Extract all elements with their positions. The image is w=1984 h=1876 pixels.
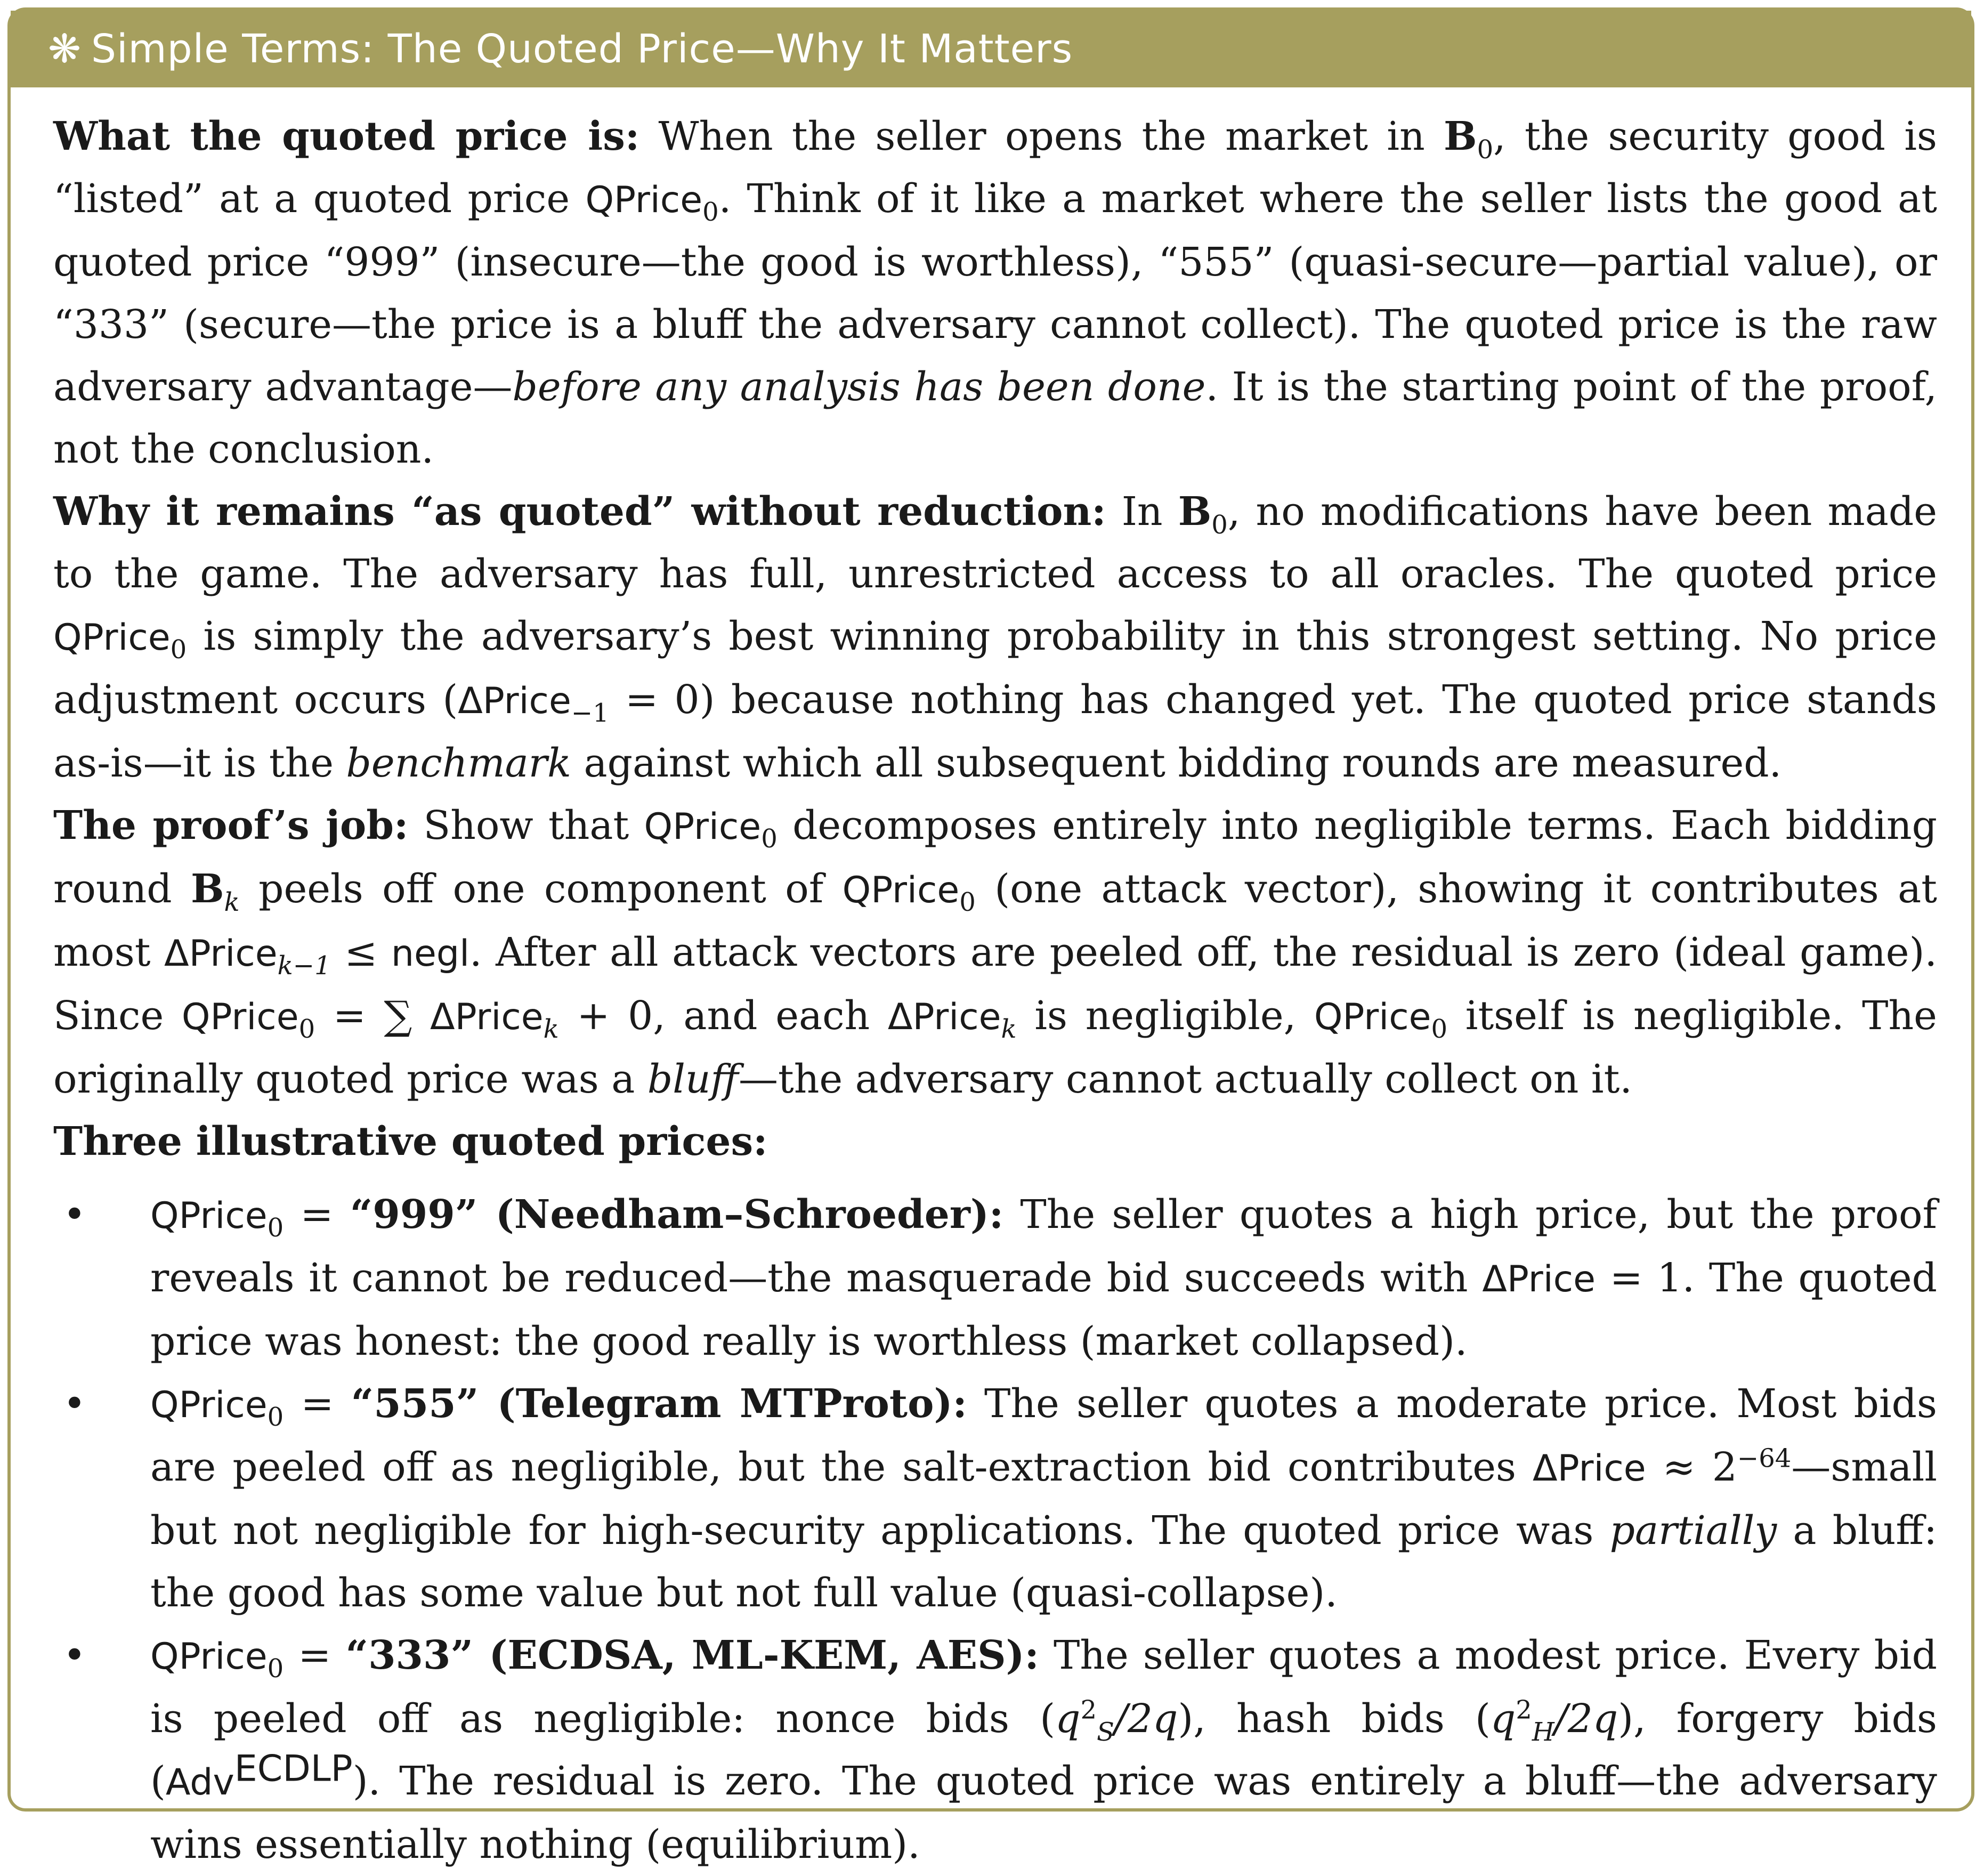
bullet-icon: • — [63, 1632, 86, 1678]
list-item — [53, 1624, 1937, 1876]
text: ), hash bids ( — [1178, 1696, 1491, 1742]
math-op: = 1 — [1595, 1255, 1682, 1301]
math-sub: k — [1001, 1014, 1017, 1044]
math-delta-price: ΔPrice — [430, 996, 544, 1038]
math-op: ≤ — [330, 929, 391, 975]
math-sup: −64 — [1737, 1443, 1792, 1474]
text: —the adversary cannot actually collect on it. — [738, 1056, 1632, 1102]
math-sub: 0 — [1431, 1014, 1448, 1044]
text: , and each — [653, 993, 888, 1039]
text: —small but not negligible for high-security applications. The quoted price was — [150, 1444, 1937, 1554]
asterisk-icon: ❋ — [48, 26, 82, 72]
math-sub: 0 — [959, 887, 976, 917]
math-sub: −1 — [571, 698, 609, 728]
math-q: q — [1055, 1696, 1081, 1742]
math-qprice: QPrice — [1314, 996, 1431, 1038]
math-qprice: QPrice — [150, 1195, 268, 1237]
lead-why: Why it remains “as quoted” without reduction: — [53, 489, 1106, 535]
emphasis: partially — [1609, 1508, 1777, 1554]
math-op: = — [284, 1381, 351, 1427]
box-header — [11, 11, 1971, 87]
text: . The quoted price was honest: the good really is worthless (market collapsed). — [150, 1255, 1938, 1364]
emphasis: bluff — [647, 1056, 739, 1102]
math-qprice: QPrice — [644, 806, 762, 848]
math-sub: S — [1097, 1717, 1114, 1747]
text: . Think of it like a market where the seller lists the good at quoted price “999” (insecure—the good is worthless), “555” (quasi-secure—partial value), or “333” (secure—the price is a bluff the adversary cannot collect). The quoted price is the raw adversary advantage— — [53, 176, 1937, 410]
text: (one attack vector), showing it contributes at most — [53, 866, 1937, 975]
math-op: /2q — [1554, 1696, 1618, 1742]
text: is simply the adversary’s best winning probability in this strongest setting. No price adjustment occurs ( — [53, 613, 1937, 723]
math-b: B — [1444, 114, 1477, 159]
math-qprice: QPrice — [585, 179, 703, 221]
text: The seller quotes a high price, but the proof reveals it cannot be reduced—the masquerade bid succeeds with — [150, 1192, 1937, 1301]
math-sub: 0 — [267, 1653, 284, 1684]
math-delta-price: ΔPrice — [1482, 1258, 1596, 1300]
bullet-icon: • — [63, 1192, 86, 1238]
text: is negligible, — [1016, 993, 1314, 1039]
math-sup: 2 — [1080, 1695, 1097, 1725]
math-sub: 0 — [298, 1014, 315, 1044]
math-delta-price: ΔPrice — [887, 996, 1001, 1038]
box-title: Simple Terms: The Quoted Price—Why It Matters — [91, 26, 1073, 72]
math-b: B — [191, 866, 224, 912]
paragraph-why-as-quoted — [53, 481, 1937, 795]
emphasis: benchmark — [346, 740, 571, 786]
quoted-price-list — [53, 1184, 1937, 1876]
text: Show that — [408, 803, 644, 848]
lead-three: Three illustrative quoted prices: — [53, 1119, 768, 1165]
math-op: = ∑ — [315, 993, 430, 1039]
math-sup: 2 — [1516, 1695, 1532, 1725]
paragraph-three-prices — [53, 1111, 1937, 1173]
math-b: B — [1178, 489, 1212, 535]
math-delta-price: ΔPrice — [1533, 1448, 1646, 1490]
item-label: “999” (Needham–Schroeder): — [350, 1192, 1004, 1238]
text: decomposes entirely into negligible terms. Each bidding round — [53, 803, 1937, 912]
text: When the seller opens the market in — [639, 114, 1444, 159]
math-sub: k — [543, 1014, 559, 1044]
math-op: = — [284, 1192, 350, 1238]
math-sub: 0 — [170, 634, 187, 665]
math-sub: 0 — [702, 197, 719, 227]
math-qprice: QPrice — [181, 996, 299, 1038]
math-sub: H — [1532, 1717, 1554, 1747]
emphasis: before any analysis has been done — [512, 364, 1206, 410]
text: , no modifications have been made to the game. The adversary has full, unrestricted access to all oracles. The quoted price — [53, 489, 1938, 597]
text: ), forgery bids ( — [150, 1696, 1937, 1804]
paragraph-proof-job — [53, 795, 1937, 1111]
math-delta-price: ΔPrice — [164, 933, 278, 975]
math-sub: k — [224, 887, 240, 917]
math-qprice: QPrice — [150, 1384, 268, 1426]
math-sub: 0 — [761, 823, 778, 854]
simple-terms-box — [7, 7, 1974, 1867]
math-sup: ECDLP — [234, 1748, 353, 1790]
item-label: “333” (ECDSA, ML-KEM, AES): — [345, 1632, 1039, 1678]
math-sub: 0 — [1477, 134, 1494, 165]
math-negl: negl — [391, 933, 470, 975]
math-sub: 0 — [267, 1402, 284, 1432]
math-sub: 0 — [267, 1212, 284, 1243]
math-op: = 0 — [609, 677, 700, 723]
math-q: q — [1490, 1696, 1516, 1742]
list-item — [53, 1373, 1937, 1624]
text: . It is the starting point of the proof, not the conclusion. — [53, 364, 1937, 472]
item-label: “555” (Telegram MTProto): — [351, 1381, 967, 1427]
box-content — [53, 106, 1937, 1876]
text: a bluff: the good has some value but not full value (quasi-collapse). — [150, 1508, 1937, 1616]
list-item — [53, 1184, 1937, 1373]
text: , the security good is “listed” at a quoted price — [53, 114, 1937, 222]
text: against which all subsequent bidding rounds are measured. — [571, 740, 1782, 786]
text: The seller quotes a modest price. Every bid is peeled off as negligible: nonce bids ( — [150, 1632, 1937, 1742]
math-qprice: QPrice — [150, 1636, 268, 1678]
math-delta-price: ΔPrice — [458, 680, 571, 722]
math-adv: Adv — [165, 1761, 234, 1804]
math-qprice: QPrice — [842, 869, 960, 911]
bullet-icon: • — [63, 1381, 86, 1427]
math-qprice: QPrice — [53, 617, 171, 659]
math-op: + 0 — [558, 993, 653, 1039]
text: peels off one component of — [239, 866, 843, 912]
math-sub: k−1 — [277, 950, 331, 981]
text: ). The residual is zero. The quoted price was entirely a bluff—the adversary wins essentially nothing (equilibrium). — [150, 1758, 1937, 1867]
lead-job: The proof’s job: — [53, 803, 409, 848]
math-op: ≈ 2 — [1646, 1444, 1737, 1490]
math-sub: 0 — [1211, 510, 1228, 540]
text: The seller quotes a moderate price. Most bids are peeled off as negligible, but the salt-extraction bid contributes — [150, 1381, 1937, 1490]
text: In — [1106, 489, 1178, 535]
math-op: = — [284, 1632, 346, 1678]
text: itself is negligible. The originally quoted price was a — [53, 993, 1937, 1102]
lead-what: What the quoted price is: — [53, 114, 640, 159]
paragraph-what-quoted-price — [53, 106, 1937, 481]
math-op: /2q — [1114, 1696, 1178, 1742]
text: ) because nothing has changed yet. The quoted price stands as-is—it is the — [53, 677, 1937, 786]
text: . After all attack vectors are peeled off, the residual is zero (ideal game). Since — [53, 929, 1937, 1039]
